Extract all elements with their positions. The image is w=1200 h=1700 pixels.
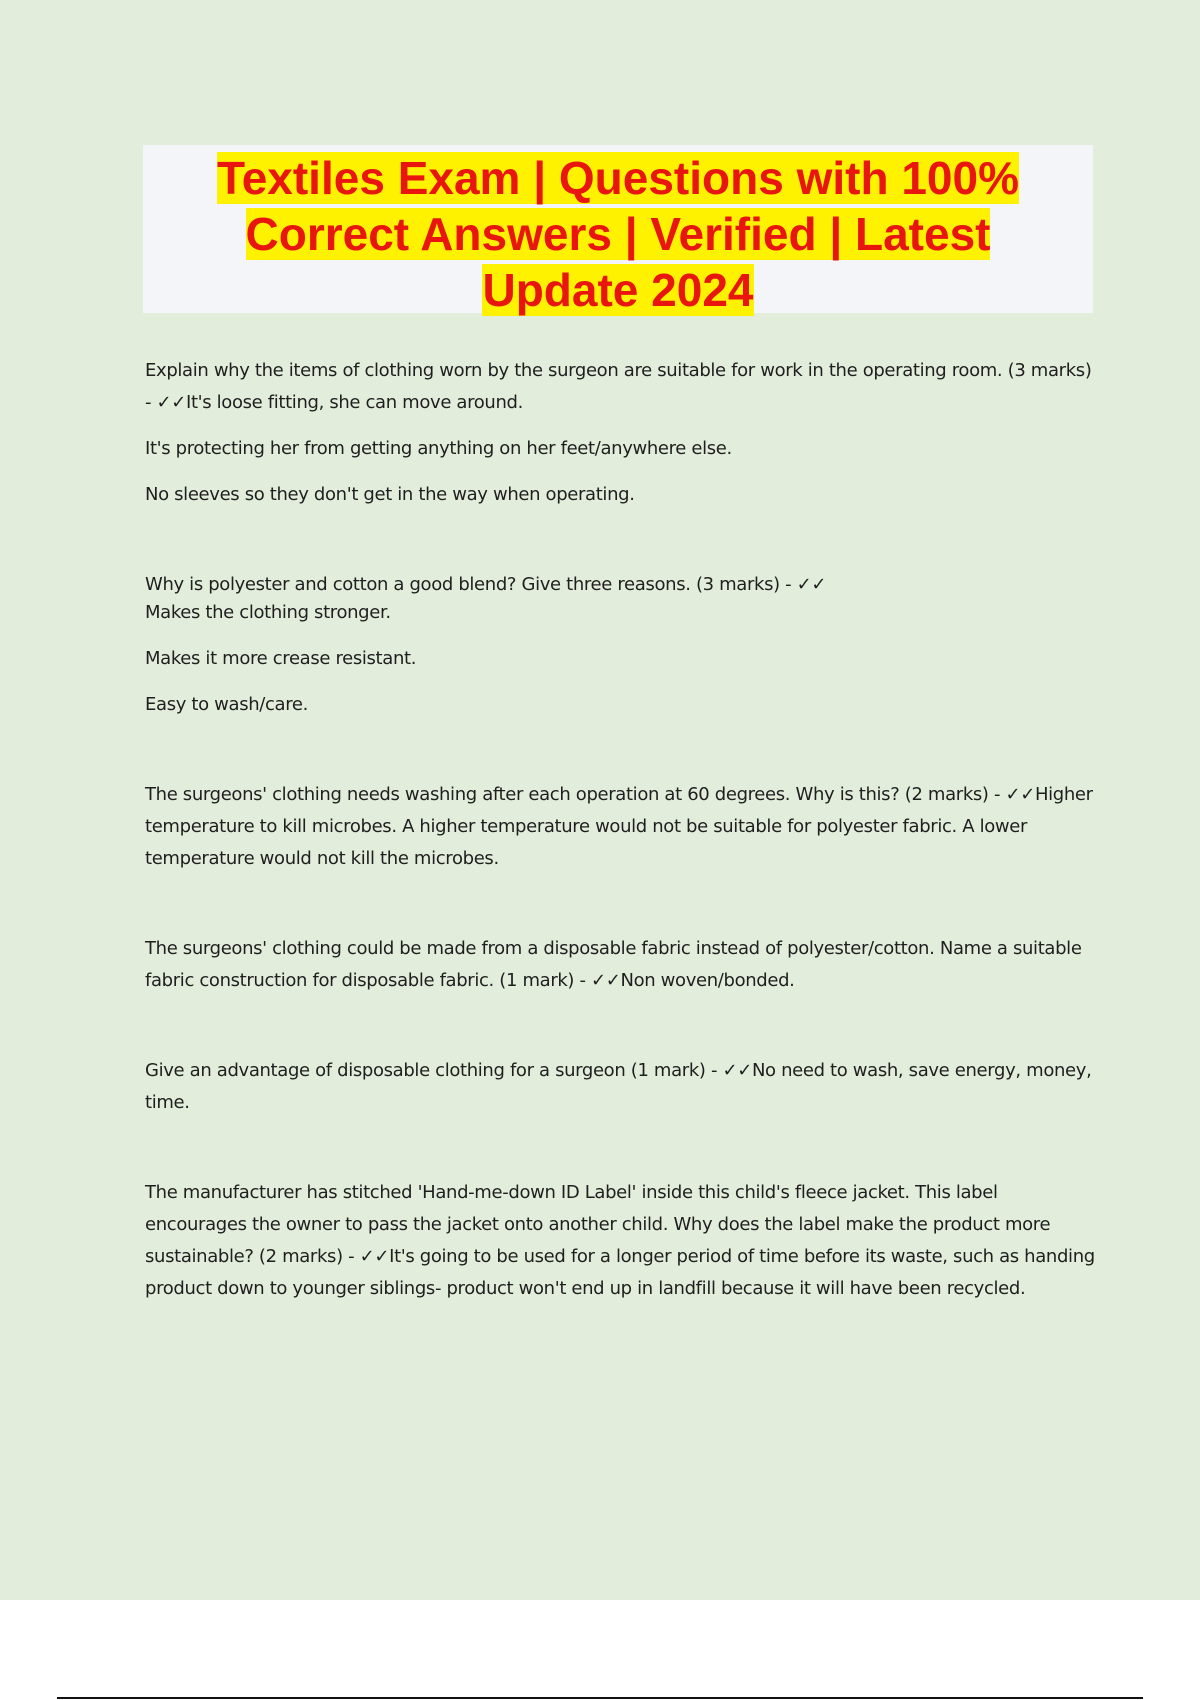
qa-question-answer: The manufacturer has stitched 'Hand-me-down ID Label' inside this child's fleece jacket. This label encourages the owner to pass the jacket onto another child. Why does the label make the product more sustainable? (2 marks) - ✓✓It's going to be used for a longer period of time before its waste, such as handing product down to younger siblings- product won't end up in landfill because it will have been recycled.	[145, 1182, 1095, 1299]
qa-answer-line: Makes it more crease resistant.	[145, 648, 417, 669]
qa-item	[145, 933, 1095, 997]
qa-question-answer: Give an advantage of disposable clothing for a surgeon (1 mark) - ✓✓No need to wash, save energy, money, time.	[145, 1060, 1092, 1113]
document-title	[143, 145, 1093, 318]
qa-item	[145, 569, 1095, 721]
qa-answer-line: No sleeves so they don't get in the way when operating.	[145, 484, 635, 505]
qa-answer-line: Easy to wash/care.	[145, 694, 308, 715]
qa-item	[145, 1055, 1095, 1119]
qa-answer-line: It's protecting her from getting anything on her feet/anywhere else.	[145, 438, 732, 459]
qa-question-answer: The surgeons' clothing needs washing after each operation at 60 degrees. Why is this? (2 marks) - ✓✓Higher temperature to kill microbes. A higher temperature would not be suitable for polyester fabric. A lower temperature would not kill the microbes.	[145, 784, 1093, 869]
qa-question-answer: Explain why the items of clothing worn by the surgeon are suitable for work in the operating room. (3 marks) - ✓✓It's loose fitting, she can move around.	[145, 360, 1092, 413]
title-line-1: Textiles Exam | Questions with 100%	[217, 152, 1019, 204]
qa-list	[145, 355, 1095, 1363]
footer-divider	[57, 1697, 1143, 1699]
qa-item	[145, 1177, 1095, 1305]
title-line-3: Update 2024	[482, 264, 754, 316]
title-box	[143, 145, 1093, 316]
qa-answer-line: Makes the clothing stronger.	[145, 602, 391, 623]
qa-item	[145, 355, 1095, 511]
qa-item	[145, 779, 1095, 875]
title-line-2: Correct Answers | Verified | Latest	[245, 208, 991, 260]
qa-question-answer: The surgeons' clothing could be made from a disposable fabric instead of polyester/cotton. Name a suitable fabric construction for disposable fabric. (1 mark) - ✓✓Non woven/bonded.	[145, 938, 1082, 991]
qa-question: Why is polyester and cotton a good blend? Give three reasons. (3 marks) - ✓✓	[145, 574, 827, 595]
